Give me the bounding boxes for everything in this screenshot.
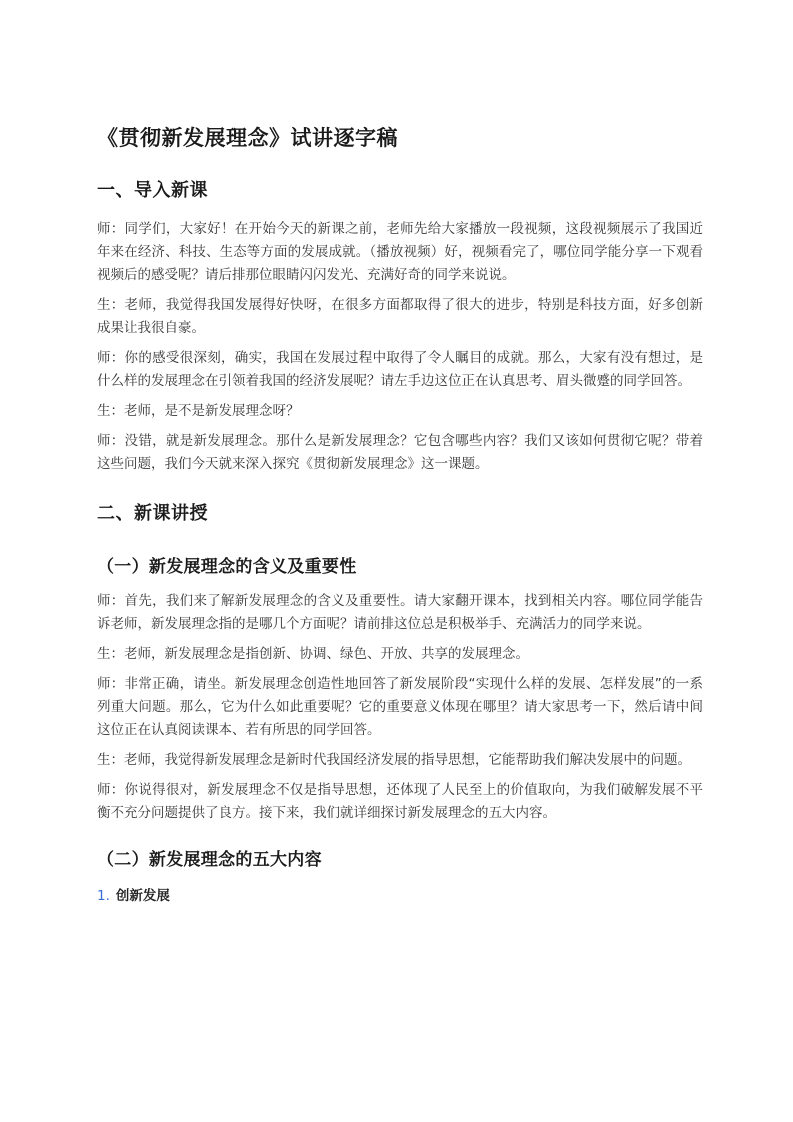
paragraph: 师：你说得很对，新发展理念不仅是指导思想，还体现了人民至上的价值取向，为我们破解发展不平衡不充分问题提供了良方。接下来，我们就详细探讨新发展理念的五大内容。 bbox=[97, 782, 703, 821]
document-title: 《贯彻新发展理念》试讲逐字稿 bbox=[97, 126, 398, 150]
section-heading-intro: 一、导入新课 bbox=[97, 180, 208, 201]
paragraph: 师：你的感受很深刻，确实，我国在发展过程中取得了令人瞩目的成就。那么，大家有没有想过，是什么样的发展理念在引领着我国的经济发展呢？请左手边这位正在认真思考、眉头微蹙的同学回答。 bbox=[97, 350, 703, 389]
list-item-label: 创新发展 bbox=[115, 888, 170, 904]
paragraph: 师：非常正确，请坐。新发展理念创造性地回答了新发展阶段“实现什么样的发展、怎样发展”的一系列重大问题。那么，它为什么如此重要呢？它的重要意义体现在哪里？请大家思考一下，然后请中间这位正在认真阅读课本、若有所思的同学回答。 bbox=[97, 676, 703, 738]
list-number: 1. bbox=[97, 888, 110, 904]
document-body bbox=[97, 118, 703, 908]
paragraph: 师：首先，我们来了解新发展理念的含义及重要性。请大家翻开课本，找到相关内容。哪位同学能告诉老师，新发展理念指的是哪几个方面呢？请前排这位总是积极举手、充满活力的同学来说。 bbox=[97, 593, 703, 632]
list-item bbox=[97, 885, 703, 908]
subsection-heading-meaning: （一）新发展理念的含义及重要性 bbox=[97, 557, 357, 577]
paragraph: 生：老师，我觉得新发展理念是新时代我国经济发展的指导思想，它能帮助我们解决发展中的问题。 bbox=[97, 752, 691, 768]
subsection-heading-five-contents: （二）新发展理念的五大内容 bbox=[97, 850, 322, 870]
paragraph: 生：老师，新发展理念是指创新、协调、绿色、开放、共享的发展理念。 bbox=[97, 646, 529, 662]
paragraph: 生：老师，我觉得我国发展得好快呀，在很多方面都取得了很大的进步，特别是科技方面，好多创新成果让我很自豪。 bbox=[97, 297, 703, 336]
paragraph: 师：没错，就是新发展理念。那什么是新发展理念？它包含哪些内容？我们又该如何贯彻它呢？带着这些问题，我们今天就来深入探究《贯彻新发展理念》这一课题。 bbox=[97, 433, 703, 472]
paragraph: 师：同学们，大家好！在开始今天的新课之前，老师先给大家播放一段视频，这段视频展示了我国近年来在经济、科技、生态等方面的发展成就。（播放视频）好，视频看完了，哪位同学能分享一下观看视频后的感受呢？请后排那位眼睛闪闪发光、充满好奇的同学来说说。 bbox=[97, 221, 703, 283]
paragraph: 生：老师，是不是新发展理念呀？ bbox=[97, 403, 300, 419]
section-heading-lesson: 二、新课讲授 bbox=[97, 503, 208, 524]
